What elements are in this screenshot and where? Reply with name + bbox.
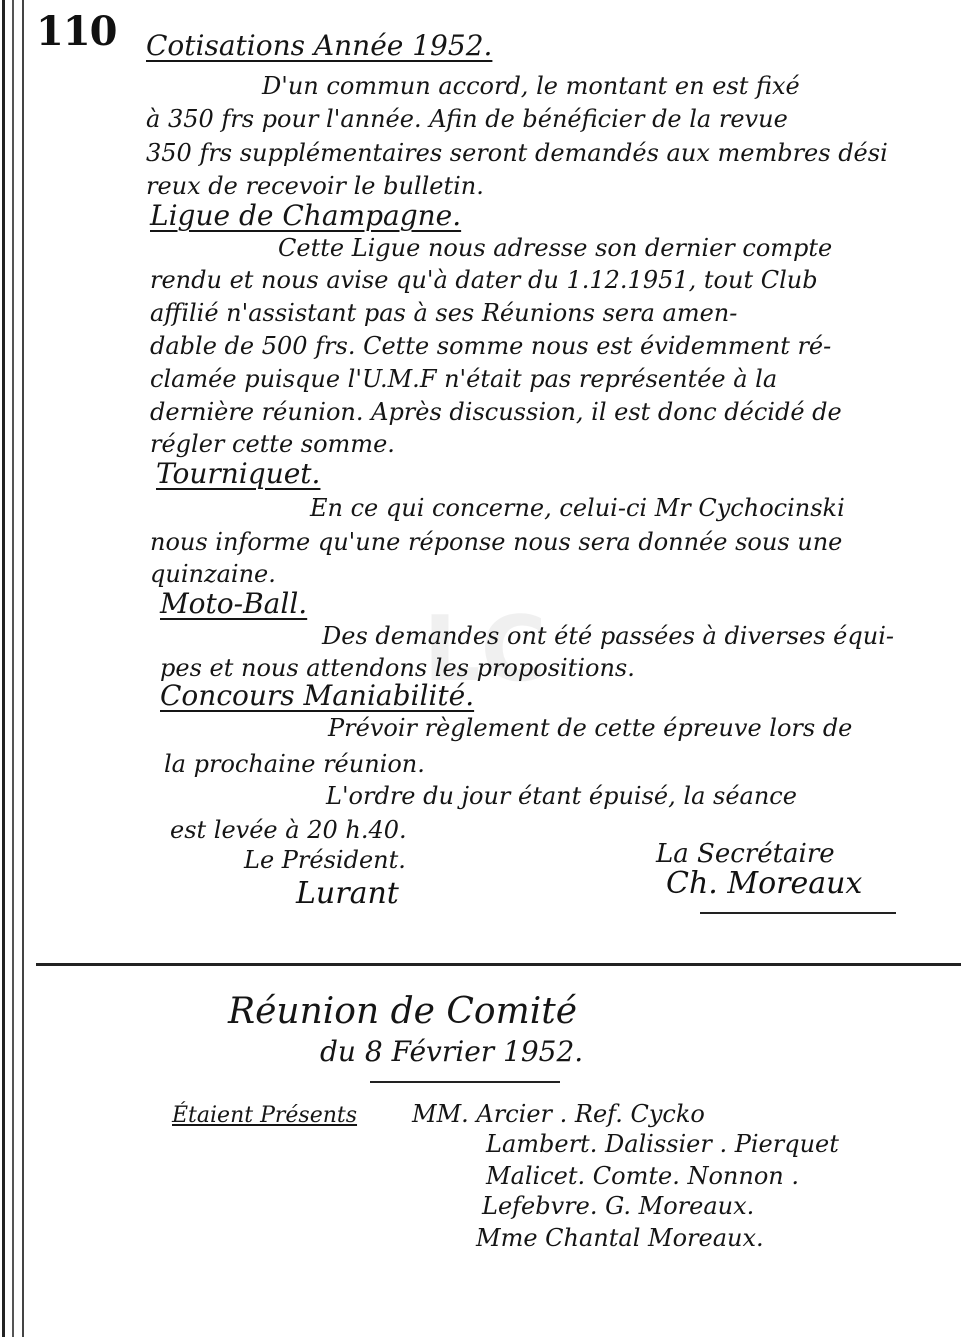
concours-line-3: L'ordre du jour étant épuisé, la séance <box>326 782 797 810</box>
meeting-title: Réunion de Comité <box>228 991 578 1032</box>
page-number: 110 <box>36 8 117 55</box>
meeting-date: du 8 Février 1952. <box>320 1035 584 1068</box>
present-line-5: Mme Chantal Moreaux. <box>476 1224 764 1252</box>
tourniquet-line-2: nous informe qu'une réponse nous sera donnée sous une <box>150 528 843 556</box>
secretary-signature: Ch. Moreaux <box>666 866 863 901</box>
tourniquet-line-1: En ce qui concerne, celui-ci Mr Cychocinski <box>310 494 845 522</box>
watermark-stamp: LC <box>423 597 547 702</box>
present-label: Étaient Présents <box>172 1103 358 1128</box>
present-line-4: Lefebvre. G. Moreaux. <box>482 1192 755 1220</box>
ligue-line-7: régler cette somme. <box>150 430 395 458</box>
present-line-2: Lambert. Dalissier . Pierquet <box>486 1130 839 1158</box>
ligue-line-1: Cette Ligue nous adresse son dernier compte <box>278 234 833 262</box>
ligue-heading: Ligue de Champagne. <box>150 199 462 232</box>
ligue-line-2: rendu et nous avise qu'à dater du 1.12.1951, tout Club <box>150 266 818 294</box>
ligue-line-6: dernière réunion. Après discussion, il est donc décidé de <box>150 398 842 426</box>
concours-line-4: est levée à 20 h.40. <box>170 816 407 844</box>
ligue-line-4: dable de 500 frs. Cette somme nous est évidemment ré- <box>150 332 832 360</box>
cotisations-heading: Cotisations Année 1952. <box>146 29 493 62</box>
section-divider <box>36 963 961 966</box>
concours-line-2: la prochaine réunion. <box>164 750 425 778</box>
ligue-line-5: clamée puisque l'U.M.F n'était pas représentée à la <box>150 365 778 393</box>
concours-heading: Concours Maniabilité. <box>160 679 475 712</box>
motoball-heading: Moto-Ball. <box>160 587 308 620</box>
tourniquet-heading: Tourniquet. <box>156 457 321 490</box>
cotisations-line-2: à 350 frs pour l'année. Afin de bénéficier de la revue <box>146 105 788 133</box>
cotisations-line-3: 350 frs supplémentaires seront demandés aux membres dési <box>146 139 888 167</box>
president-label: Le Président. <box>244 846 406 874</box>
page-binding-line <box>12 0 14 1337</box>
concours-line-1: Prévoir règlement de cette épreuve lors de <box>328 714 853 742</box>
tourniquet-line-3: quinzaine. <box>150 560 276 588</box>
motoball-line-1: Des demandes ont été passées à diverses équi- <box>322 622 894 650</box>
secretary-label: La Secrétaire <box>656 839 835 869</box>
secretary-signature-rule <box>700 912 896 914</box>
meeting-title-rule <box>370 1081 560 1083</box>
cotisations-line-1: D'un commun accord, le montant en est fixé <box>262 72 800 100</box>
president-signature: Lurant <box>296 876 399 911</box>
cotisations-line-4: reux de recevoir le bulletin. <box>146 172 484 200</box>
ligue-line-3: affilié n'assistant pas à ses Réunions sera amen- <box>150 299 738 327</box>
present-line-3: Malicet. Comte. Nonnon . <box>486 1162 799 1190</box>
present-line-1: MM. Arcier . Ref. Cycko <box>412 1100 705 1128</box>
motoball-line-2: pes et nous attendons les propositions. <box>160 654 635 682</box>
